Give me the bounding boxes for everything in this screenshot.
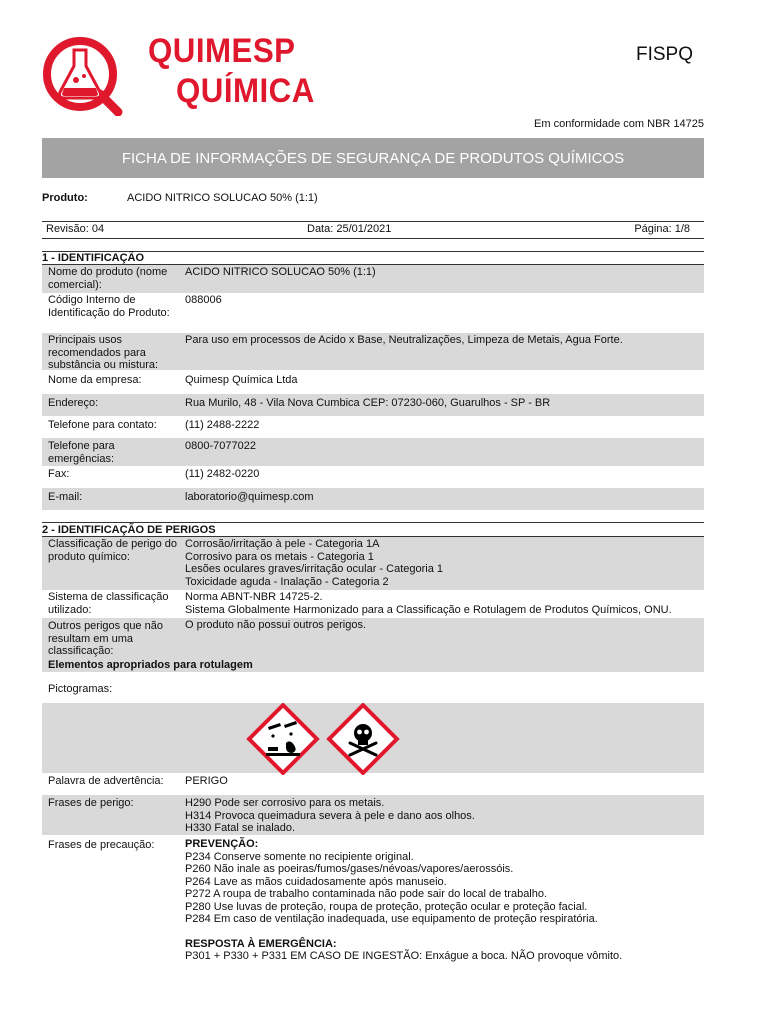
classification-line: Corrosão/irritação à pele - Categoria 1A: [185, 538, 380, 550]
row-label: Sistema de classificação utilizado:: [48, 591, 169, 616]
row-label: Endereço:: [48, 397, 99, 409]
spacer: [185, 926, 700, 938]
row-label: Palavra de advertência:: [48, 775, 164, 787]
precaution-statement: P260 Não inale as poeiras/fumos/gases/névoas/vapores/aerossóis.: [185, 863, 514, 875]
info-row-address: [42, 394, 704, 416]
row-value: [185, 797, 700, 835]
info-row-emergency-phone: [42, 438, 704, 466]
system-line: Sistema Globalmente Harmonizado para a Classificação e Rotulagem de Produtos Químicos, ONU.: [185, 603, 672, 616]
prevention-title: PREVENÇÃO:: [185, 838, 259, 850]
row-value: O produto não possui outros perigos.: [185, 619, 367, 631]
row-value: (11) 2488-2222: [185, 419, 260, 431]
row-label: Nome da empresa:: [48, 374, 142, 386]
document-title: FICHA DE INFORMAÇÕES DE SEGURANÇA DE PRODUTOS QUÍMICOS: [121, 149, 625, 167]
revision-row: [42, 223, 704, 237]
info-row-company: [42, 371, 704, 393]
divider: [42, 221, 704, 222]
row-value: [185, 591, 700, 616]
section-divider: [42, 522, 704, 523]
classification-line: Toxicidade aguda - Inalação - Categoria 2: [185, 575, 389, 588]
hazard-statement: H290 Pode ser corrosivo para os metais.: [185, 797, 385, 809]
precaution-statement: P280 Use luvas de proteção, roupa de proteção, proteção ocular e proteção facial.: [185, 900, 588, 913]
row-value: 088006: [185, 294, 222, 306]
hazard-classification-row: [42, 537, 704, 590]
conformity-note: Em conformidade com NBR 14725: [534, 118, 704, 130]
row-value: Rua Murilo, 48 - Vila Nova Cumbica CEP: 07230-060, Guarulhos - SP - BR: [185, 397, 551, 409]
signal-word-row: [42, 774, 704, 794]
pictograms-area: [42, 703, 704, 773]
info-row-internal-code: [42, 293, 704, 332]
row-label: Código Interno de Identificação do Produto:: [48, 294, 170, 319]
response-title: RESPOSTA À EMERGÊNCIA:: [185, 937, 337, 950]
row-label: Nome do produto (nome comercial):: [48, 266, 168, 291]
row-value: [185, 538, 700, 588]
classification-line: Corrosivo para os metais - Categoria 1: [185, 550, 374, 563]
system-line: Norma ABNT-NBR 14725-2.: [185, 591, 323, 603]
row-label: E-mail:: [48, 491, 83, 503]
precautionary-statements-row: [42, 837, 704, 967]
info-row-email: [42, 488, 704, 510]
precaution-statement: P284 Em caso de ventilação inadequada, use equipamento de proteção respiratória.: [185, 913, 598, 925]
precaution-statement: P272 A roupa de trabalho contaminada não pode sair do local de trabalho.: [185, 888, 548, 900]
document-title-banner: [42, 138, 704, 178]
info-row-fax: [42, 466, 704, 488]
brand-name-line1: QUIMESP: [148, 32, 296, 70]
row-label: Telefone para emergências:: [48, 440, 115, 465]
document-code: FISPQ: [636, 44, 694, 65]
precaution-statement: P264 Lave as mãos cuidadosamente após manuseio.: [185, 875, 447, 888]
product-value: ACIDO NITRICO SOLUCAO 50% (1:1): [127, 192, 318, 204]
row-label: Principais usos recomendados para substância ou mistura:: [48, 334, 159, 371]
row-label: Classificação de perigo do produto químico:: [48, 538, 178, 563]
revision-number: Revisão: 04: [46, 223, 105, 235]
section-2-title: 2 - IDENTIFICAÇÃO DE PERIGOS: [42, 524, 216, 536]
info-row-phone: [42, 416, 704, 438]
row-label: Fax:: [48, 468, 70, 480]
row-label: Telefone para contato:: [48, 419, 157, 431]
skull-crossbones-pictogram-icon: [326, 703, 400, 775]
row-label: Frases de precaução:: [48, 839, 155, 851]
hazard-statements-row: [42, 795, 704, 835]
page-number: Página: 1/8: [634, 223, 690, 235]
row-label: Frases de perigo:: [48, 797, 134, 809]
signal-word: PERIGO: [185, 775, 228, 787]
row-value: ACIDO NITRICO SOLUCAO 50% (1:1): [185, 266, 376, 278]
precaution-statement: P234 Conserve somente no recipiente original.: [185, 850, 414, 863]
row-value: (11) 2482-0220: [185, 468, 260, 480]
row-value: 0800-7077022: [185, 440, 256, 452]
row-label: Outros perigos que não resultam em uma classificação:: [48, 620, 163, 657]
section-1-title: 1 - IDENTIFICAÇÃO: [42, 252, 145, 264]
hazard-statement: H314 Provoca queimadura severa à pele e dano aos olhos.: [185, 809, 475, 822]
classification-system-row: [42, 590, 704, 618]
row-label: Pictogramas:: [48, 683, 113, 695]
classification-line: Lesões oculares graves/irritação ocular - Categoria 1: [185, 563, 444, 575]
row-value: Quimesp Química Ltda: [185, 374, 298, 386]
row-value: laboratorio@quimesp.com: [185, 491, 314, 503]
brand-name-line2: QUÍMICA: [176, 72, 315, 110]
hazard-statement: H330 Fatal se inalado.: [185, 822, 296, 834]
pictograms-row: [42, 681, 704, 701]
other-hazards-row: [42, 618, 704, 658]
row-value: Para uso em processos de Acido x Base, Neutralizações, Limpeza de Metais, Agua Forte.: [185, 334, 623, 346]
revision-date: Data: 25/01/2021: [307, 223, 392, 235]
product-label: Produto:: [42, 192, 88, 204]
divider: [42, 238, 704, 239]
label-elements-heading: [42, 658, 704, 672]
row-value: [185, 838, 700, 963]
response-statement: P301 + P330 + P331 EM CASO DE INGESTÃO: Enxágue a boca. NÃO provoque vômito.: [185, 950, 623, 962]
label-elements-title: Elementos apropriados para rotulagem: [48, 659, 253, 671]
info-row-uses: [42, 333, 704, 370]
info-row-product-name: [42, 265, 704, 293]
corrosion-pictogram-icon: [246, 703, 320, 775]
